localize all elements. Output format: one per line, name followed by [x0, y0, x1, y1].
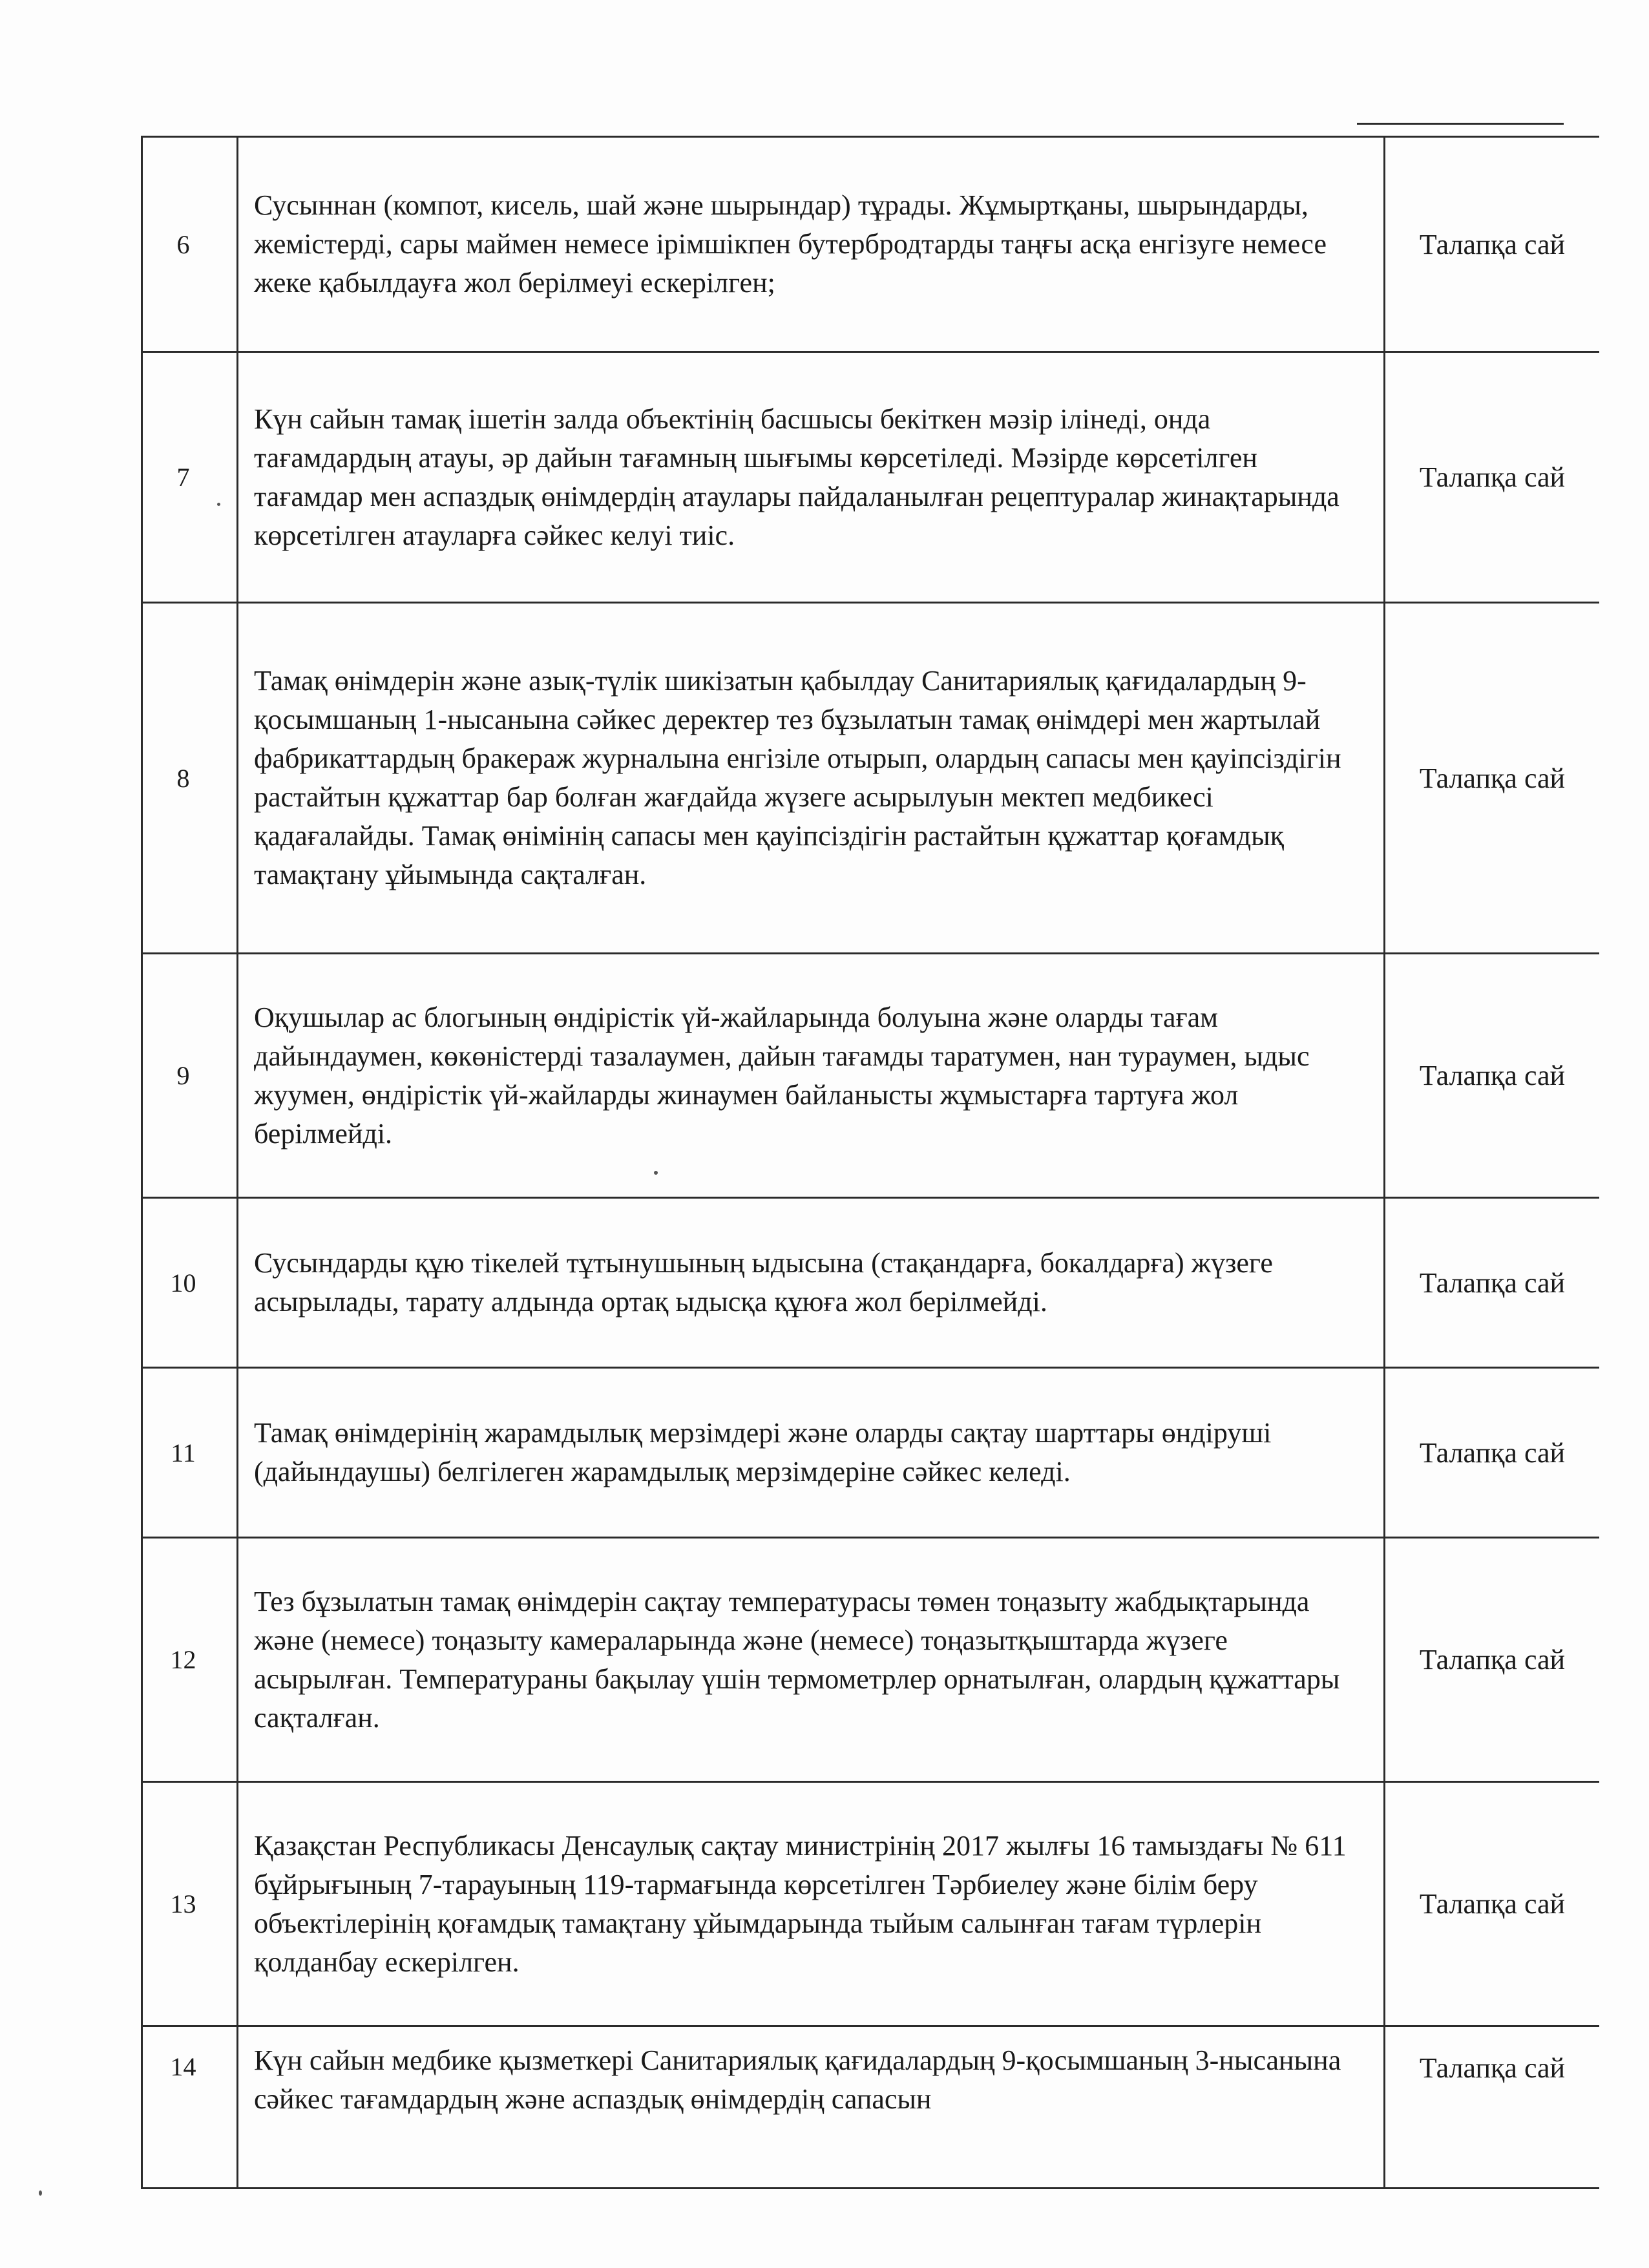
compliance-status: Талапқа сай: [1385, 1368, 1600, 1538]
compliance-status: Талапқа сай: [1385, 954, 1600, 1198]
compliance-status: Талапқа сай: [1385, 603, 1600, 954]
requirement-text: Сусындарды құю тікелей тұтынушының ыдысына (стақандарға, бокалдарға) жүзеге асырылады, тарату алдында ортақ ыдысқа құюға жол берілмейді.: [238, 1198, 1385, 1368]
row-number: 6: [142, 137, 238, 352]
compliance-status: Талапқа сай: [1385, 137, 1600, 352]
row-number: 12: [142, 1538, 238, 1782]
row-number: 8: [142, 603, 238, 954]
compliance-status: Талапқа сай: [1385, 2026, 1600, 2189]
compliance-status: Талапқа сай: [1385, 1538, 1600, 1782]
table-row: [142, 1368, 1600, 1538]
table-row: [142, 603, 1600, 954]
requirement-text: Тамақ өнімдерінің жарамдылық мерзімдері және оларды сақтау шарттары өндіруші (дайындаушы) белгілеген жарамдылық мерзімдеріне сәйкес келеді.: [238, 1368, 1385, 1538]
table-row: [142, 954, 1600, 1198]
row-number: 13: [142, 1782, 238, 2026]
table-row: [142, 1538, 1600, 1782]
row-number: 11: [142, 1368, 238, 1538]
compliance-status: Талапқа сай: [1385, 352, 1600, 603]
row-number: 9: [142, 954, 238, 1198]
table-row: [142, 137, 1600, 352]
requirement-text: Күн сайын тамақ ішетін залда объектінің басшысы бекіткен мәзір ілінеді, онда тағамдардың атауы, әр дайын тағамның шығымы көрсетіледі. Мәзірде көрсетілген тағамдар мен аспаздық өнімдердің атаулары пайдаланылған рецептуралар жинақтарында көрсетілген атауларға сәйкес келуі тиіс.: [238, 352, 1385, 603]
inspection-checklist-table: [141, 136, 1599, 2189]
scan-speck: [39, 2190, 42, 2196]
requirement-text: Қазақстан Республикасы Денсаулық сақтау министрінің 2017 жылғы 16 тамыздағы № 611 бұйрығының 7-тарауының 119-тармағында көрсетілген Тәрбиелеу және білім беру объектілерінің қоғамдық тамақтану ұйымдарында тыйым салынған тағам түрлерін қолданбау ескерілген.: [238, 1782, 1385, 2026]
row-number: 10: [142, 1198, 238, 1368]
row-number: 7: [142, 352, 238, 603]
requirement-text: Тамақ өнімдерін және азық-түлік шикізатын қабылдау Санитариялық қағидалардың 9-қосымшаның 1-нысанына сәйкес деректер тез бұзылатын тамақ өнімдері мен жартылай фабрикаттардың бракераж журналына енгізіле отырып, олардың сапасы мен қауіпсіздігін растайтын құжаттар бар болған жағдайда жүзеге асырылуын мектеп медбикесі қадағалайды. Тамақ өнімінің сапасы мен қауіпсіздігін растайтын құжаттар қоғамдық тамақтану ұйымында сақталған.: [238, 603, 1385, 954]
table-row: [142, 1782, 1600, 2026]
compliance-status: Талапқа сай: [1385, 1198, 1600, 1368]
table-top-border-fragment: [1357, 123, 1564, 125]
requirement-text: Сусыннан (компот, кисель, шай және шырындар) тұрады. Жұмыртқаны, шырындарды, жемістерді, сары маймен немесе ірімшікпен бутербродтарды таңғы асқа енгізуге немесе жеке қабылдауға жол берілмеуі ескерілген;: [238, 137, 1385, 352]
requirement-text: Оқушылар ас блогының өндірістік үй-жайларында болуына және оларды тағам дайындаумен, көкөністерді тазалаумен, дайын тағамды таратумен, нан тураумен, ыдыс жуумен, өндірістік үй-жайларды жинаумен байланысты жұмыстарға тартуға жол берілмейді.: [238, 954, 1385, 1198]
row-number: 14: [142, 2026, 238, 2189]
requirement-text: Тез бұзылатын тамақ өнімдерін сақтау температурасы төмен тоңазыту жабдықтарында және (немесе) тоңазыту камераларында және (немесе) тоңазытқыштарда жүзеге асырылған. Температураны бақылау үшін термометрлер орнатылған, олардың құжаттары сақталған.: [238, 1538, 1385, 1782]
table-row: [142, 352, 1600, 603]
scan-speck: [217, 503, 220, 506]
requirement-text: Күн сайын медбике қызметкері Санитариялық қағидалардың 9-қосымшаның 3-нысанына сәйкес тағамдардың және аспаздық өнімдердің сапасын: [238, 2026, 1385, 2189]
compliance-status: Талапқа сай: [1385, 1782, 1600, 2026]
scan-speck: [654, 1171, 658, 1175]
table-row: [142, 2026, 1600, 2189]
table-row: [142, 1198, 1600, 1368]
